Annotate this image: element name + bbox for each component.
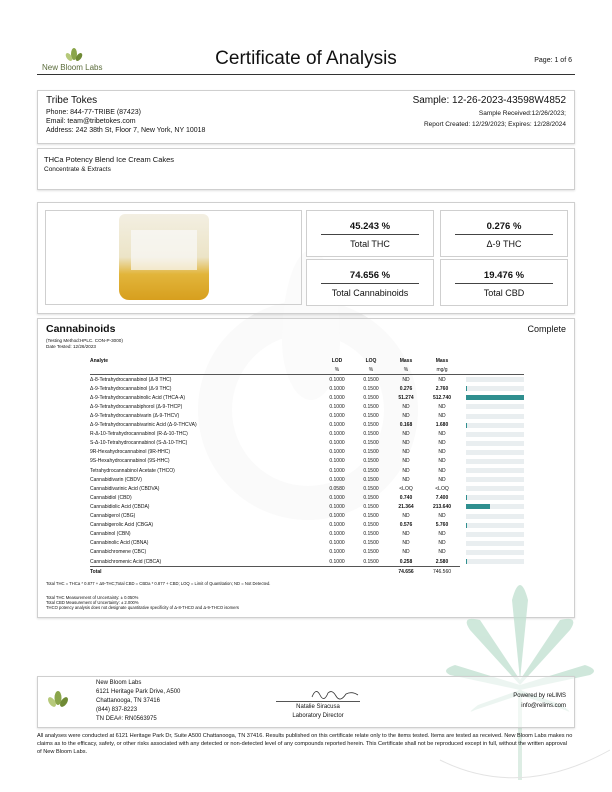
total-cbd-card: [440, 259, 568, 306]
client-phone: Phone: 844-77-TRIBE (87423): [46, 109, 141, 116]
uncertainty-cbd: Total CBD Measurement of Uncertainty: ± 2.000%: [46, 600, 139, 605]
loq-cell: 0.1500: [363, 503, 379, 510]
table-row: [90, 466, 524, 475]
bar-track: [466, 541, 524, 546]
lod-cell: 0.1000: [329, 467, 345, 474]
testing-method: (Testing Method:HPLC. CON-P-3000): [46, 338, 123, 343]
mass-pct-cell: ND: [402, 513, 410, 520]
loq-cell: 0.1500: [363, 467, 379, 474]
table-row: [90, 521, 524, 530]
loq-cell: 0.1500: [363, 540, 379, 547]
total-thc-value: 45.243 %: [349, 221, 391, 232]
table-row: [90, 539, 524, 548]
lab-dea: TN DEA#: RN0563975: [96, 716, 157, 722]
table-row: [90, 548, 524, 557]
table-row: [90, 448, 524, 457]
analyte-cell: 9R-Hexahydrocannabinol (9R-HHC): [90, 449, 171, 456]
analyte-cell: S-Δ-10-Tetrahydrocannabinol (S-Δ-10-THC): [90, 440, 188, 447]
lod-cell: 0.1000: [329, 531, 345, 538]
table-row: [90, 493, 524, 502]
lab-phone: (844) 837-8223: [96, 707, 138, 713]
bar-track: [466, 486, 524, 491]
sample-jar-image: [119, 214, 209, 300]
relims-email: info@relims.com: [521, 703, 566, 709]
mass-pct-cell: ND: [402, 440, 410, 447]
sample-id: Sample: 12-26-2023-43598W4852: [412, 95, 566, 106]
mass-pct-cell: ND: [402, 449, 410, 456]
mass-pct-cell: 51.274: [398, 394, 414, 401]
mass-pct-cell: ND: [402, 413, 410, 420]
analyte-cell: Cannabigerol (CBG): [90, 513, 136, 520]
lod-cell: 0.1000: [329, 376, 345, 383]
lab-info-panel: [37, 676, 575, 728]
mass-mgg-cell: ND: [438, 540, 446, 547]
lab-logo-text: New Bloom Labs: [42, 63, 103, 72]
bar-track: [466, 495, 524, 500]
col-lod: LOD: [331, 358, 343, 364]
cannabinoids-table: [90, 357, 524, 576]
unit-mass-pct: %: [388, 365, 424, 375]
mass-mgg-cell: ND: [438, 413, 446, 420]
client-email: Email: team@tribetokes.com: [46, 118, 136, 125]
bar-fill: [466, 386, 467, 391]
table-row: [90, 384, 524, 393]
mass-mgg-cell: 213.640: [432, 503, 452, 510]
product-name: THCa Potency Blend Ice Cream Cakes: [44, 155, 175, 164]
analyte-cell: Cannabidiolic Acid (CBDA): [90, 503, 150, 510]
bar-cell: [460, 484, 524, 493]
product-type: Concentrate & Extracts: [44, 166, 111, 173]
mass-pct-cell: ND: [402, 458, 410, 465]
analyte-cell: Cannabinolic Acid (CBNA): [90, 540, 149, 547]
mass-pct-cell: ND: [402, 540, 410, 547]
bar-track: [466, 550, 524, 555]
loq-cell: 0.1500: [363, 549, 379, 556]
loq-cell: 0.1500: [363, 403, 379, 410]
page-number: Page: 1 of 6: [534, 57, 572, 64]
col-bar: [460, 357, 524, 365]
bar-cell: [460, 439, 524, 448]
bar-track: [466, 514, 524, 519]
total-label: Total: [90, 567, 320, 577]
bar-track: [466, 468, 524, 473]
mass-mgg-cell: ND: [438, 513, 446, 520]
lod-cell: 0.1000: [329, 385, 345, 392]
mass-pct-cell: 21.364: [398, 503, 414, 510]
bar-fill: [466, 504, 490, 509]
bar-track: [466, 395, 524, 400]
client-name: Tribe Tokes: [46, 95, 98, 106]
table-row: [90, 512, 524, 521]
loq-cell: 0.1500: [363, 494, 379, 501]
bar-track: [466, 450, 524, 455]
table-row: [90, 430, 524, 439]
analyte-cell: Tetrahydrocannabinol Acetate (THCO): [90, 467, 175, 474]
total-cannabinoids-label: Total Cannabinoids: [331, 288, 409, 298]
summary-panel: [37, 202, 575, 314]
mass-mgg-cell: ND: [438, 549, 446, 556]
unit-mass-mgg: mg/g: [424, 365, 460, 375]
uncertainty-thc: Total THC Measurement of Uncertainty: ± 0.050%: [46, 595, 139, 600]
lod-cell: 0.1000: [329, 558, 345, 565]
analyte-cell: Cannabichromene (CBC): [90, 549, 147, 556]
total-mgg: 746.560: [424, 567, 460, 577]
bar-cell: [460, 375, 524, 385]
analyte-cell: Δ-9-Tetrahydrocannabinol (Δ-9 THC): [90, 385, 172, 392]
total-cannabinoids-underline: [321, 283, 419, 284]
bar-cell: [460, 411, 524, 420]
lab-street: 6121 Heritage Park Drive, A500: [96, 689, 181, 695]
total-cbd-underline: [455, 283, 553, 284]
mass-mgg-cell: 5.760: [435, 522, 449, 529]
lod-cell: 0.1000: [329, 540, 345, 547]
total-cannabinoids-value: 74.656 %: [349, 270, 391, 281]
mass-mgg-cell: <LOQ: [435, 485, 449, 492]
loq-cell: 0.1500: [363, 422, 379, 429]
col-mass-mgg: Mass: [435, 358, 449, 364]
analyte-cell: R-Δ-10-Tetrahydrocannabinol (R-Δ-10-THC): [90, 431, 188, 438]
col-analyte: Analyte: [90, 358, 109, 364]
table-row: [90, 375, 524, 385]
lod-cell: 0.1000: [329, 403, 345, 410]
powered-by: Powered by reLIMS: [513, 693, 566, 699]
mass-pct-cell: ND: [402, 376, 410, 383]
total-cbd-value: 19.476 %: [483, 270, 525, 281]
mass-mgg-cell: ND: [438, 449, 446, 456]
col-mass-pct: Mass: [399, 358, 413, 364]
total-thc-card: [306, 210, 434, 257]
bar-track: [466, 377, 524, 382]
bar-track: [466, 386, 524, 391]
bar-track: [466, 404, 524, 409]
table-row: [90, 475, 524, 484]
bar-cell: [460, 457, 524, 466]
loq-cell: 0.1500: [363, 431, 379, 438]
mass-pct-cell: ND: [402, 476, 410, 483]
mass-pct-cell: 0.168: [399, 422, 413, 429]
report-created: Report Created: 12/29/2023; Expires: 12/28/2024: [423, 121, 566, 128]
director-signature: [308, 685, 368, 701]
analyte-cell: Cannabidiol (CBD): [90, 494, 132, 501]
lod-cell: 0.1000: [329, 422, 345, 429]
loq-cell: 0.1500: [363, 449, 379, 456]
total-lod: [320, 567, 354, 577]
total-pct: 74.656: [388, 567, 424, 577]
mass-mgg-cell: ND: [438, 376, 446, 383]
loq-cell: 0.1500: [363, 458, 379, 465]
bar-cell: [460, 512, 524, 521]
table-row: [90, 439, 524, 448]
lod-cell: 0.1000: [329, 549, 345, 556]
bar-fill: [466, 423, 467, 428]
unit-bar: [460, 365, 524, 375]
date-tested: Date Tested: 12/26/2023: [46, 344, 96, 349]
unit-lod: %: [320, 365, 354, 375]
mass-pct-cell: 0.258: [399, 558, 413, 565]
loq-cell: 0.1500: [363, 531, 379, 538]
analyte-cell: Cannabinol (CBN): [90, 531, 131, 538]
mass-mgg-cell: ND: [438, 403, 446, 410]
lod-cell: 0.1000: [329, 503, 345, 510]
bar-cell: [460, 448, 524, 457]
total-cbd-label: Total CBD: [483, 288, 525, 298]
d9-thc-value: 0.276 %: [486, 221, 522, 232]
loq-cell: 0.1500: [363, 385, 379, 392]
bar-track: [466, 459, 524, 464]
status-badge: Complete: [527, 324, 566, 334]
mass-mgg-cell: 2.580: [435, 558, 449, 565]
bar-cell: [460, 466, 524, 475]
total-thc-label: Total THC: [350, 239, 390, 249]
lod-cell: 0.1000: [329, 513, 345, 520]
loq-cell: 0.1500: [363, 476, 379, 483]
mass-mgg-cell: ND: [438, 476, 446, 483]
bar-cell: [460, 384, 524, 393]
lod-cell: 0.0580: [329, 485, 345, 492]
bar-track: [466, 441, 524, 446]
sample-received: Sample Received:12/26/2023;: [478, 110, 566, 117]
client-info-panel: [37, 90, 575, 144]
analyte-cell: Cannabichromenic Acid (CBCA): [90, 558, 162, 565]
bar-fill: [466, 495, 467, 500]
bar-track: [466, 532, 524, 537]
bar-cell: [460, 548, 524, 557]
lod-cell: 0.1000: [329, 413, 345, 420]
bar-cell: [460, 475, 524, 484]
mass-pct-cell: 0.276: [399, 385, 413, 392]
bar-cell: [460, 521, 524, 530]
loq-cell: 0.1500: [363, 558, 379, 565]
lod-cell: 0.1000: [329, 394, 345, 401]
table-row: [90, 530, 524, 539]
analyte-cell: Δ-9-Tetrahydrocannabivarinic Acid (Δ-9-THCVA): [90, 422, 197, 429]
d9-thc-underline: [455, 234, 553, 235]
lab-name: New Bloom Labs: [96, 680, 142, 686]
analyte-cell: Cannabidivarin (CBDV): [90, 476, 142, 483]
table-row: [90, 484, 524, 493]
bar-track: [466, 414, 524, 419]
loq-cell: 0.1500: [363, 522, 379, 529]
cannabinoids-title: Cannabinoids: [46, 323, 116, 335]
bar-fill: [466, 395, 524, 400]
bar-cell: [460, 530, 524, 539]
sample-photo: [45, 210, 302, 305]
total-cannabinoids-card: [306, 259, 434, 306]
bar-cell: [460, 421, 524, 430]
mass-mgg-cell: ND: [438, 440, 446, 447]
table-row: [90, 393, 524, 402]
header-divider: [37, 74, 575, 75]
table-units-row: [90, 365, 524, 375]
analyte-cell: Cannabigerolic Acid (CBGA): [90, 522, 154, 529]
disclaimer-text: All analyses were conducted at 6121 Heritage Park Dr, Suite A500 Chattanooga, TN 37416. Results published on this certificate relate only to the items tested. Items are tested as received. New Bloom Labs makes no claims as to the efficacy, safety, or other risks associated with any detected or non-detected level of any compounds reported herein. This Certificate shall not be reproduced except in full, without the written approval of New Bloom Labs.: [37, 733, 573, 756]
col-loq: LOQ: [365, 358, 377, 364]
mass-pct-cell: 0.576: [399, 522, 413, 529]
analyte-cell: Cannabidivarinic Acid (CBDVA): [90, 485, 160, 492]
bar-fill: [466, 523, 467, 528]
bar-cell: [460, 539, 524, 548]
bar-cell: [460, 493, 524, 502]
table-header-row: [90, 357, 524, 365]
total-loq: [354, 567, 388, 577]
lod-cell: 0.1000: [329, 494, 345, 501]
client-address: Address: 242 38th St, Floor 7, New York, NY 10018: [46, 127, 206, 134]
loq-cell: 0.1500: [363, 413, 379, 420]
jar-label: [131, 230, 197, 270]
mass-pct-cell: ND: [402, 467, 410, 474]
mass-mgg-cell: 7.400: [435, 494, 449, 501]
unit-loq: %: [354, 365, 388, 375]
table-row: [90, 402, 524, 411]
director-title: Laboratory Director: [292, 713, 344, 719]
bar-track: [466, 504, 524, 509]
mass-mgg-cell: 1.680: [435, 422, 449, 429]
unit-analyte: [90, 365, 320, 375]
bar-cell: [460, 430, 524, 439]
d9-thc-label: Δ-9 THC: [486, 239, 522, 249]
analyte-cell: Δ-9-Tetrahydrocannabinolic Acid (THCA-A): [90, 394, 186, 401]
page-title: Certificate of Analysis: [215, 48, 397, 69]
analyte-cell: Δ-9-Tetrahydrocannabiphorol (Δ-9-THCP): [90, 403, 183, 410]
analyte-cell: Δ-8-Tetrahydrocannabinol (Δ-8 THC): [90, 376, 172, 383]
mass-mgg-cell: 512.740: [432, 394, 452, 401]
table-row: [90, 457, 524, 466]
cannabinoids-rows: [90, 375, 524, 567]
table-row: [90, 502, 524, 511]
mass-mgg-cell: ND: [438, 531, 446, 538]
lab-leaf-logo-icon: [46, 689, 70, 713]
mass-pct-cell: ND: [402, 531, 410, 538]
analyte-cell: 9S-Hexahydrocannabinol (9S-HHC): [90, 458, 170, 465]
product-panel: [37, 148, 575, 190]
lod-cell: 0.1000: [329, 458, 345, 465]
bar-track: [466, 477, 524, 482]
signature-line: [276, 701, 360, 702]
director-name: Natalie Siracusa: [296, 704, 340, 710]
lod-cell: 0.1000: [329, 449, 345, 456]
mass-mgg-cell: 2.760: [435, 385, 449, 392]
mass-pct-cell: ND: [402, 431, 410, 438]
thco-note: THCO potency analysis does not designate quantitative specificity of Δ-8-THCO and Δ-9-THCO isomers: [46, 605, 239, 610]
mass-mgg-cell: ND: [438, 458, 446, 465]
analyte-cell: Δ-9-Tetrahydrocannabivarin (Δ-9-THCV): [90, 413, 180, 420]
loq-cell: 0.1500: [363, 440, 379, 447]
lod-cell: 0.1000: [329, 431, 345, 438]
mass-pct-cell: <LOQ: [399, 485, 413, 492]
mass-pct-cell: 0.740: [399, 494, 413, 501]
bar-cell: [460, 502, 524, 511]
mass-pct-cell: ND: [402, 549, 410, 556]
lod-cell: 0.1000: [329, 440, 345, 447]
total-thc-underline: [321, 234, 419, 235]
bar-track: [466, 423, 524, 428]
bar-cell: [460, 393, 524, 402]
d9-thc-card: [440, 210, 568, 257]
loq-cell: 0.1500: [363, 513, 379, 520]
loq-cell: 0.1500: [363, 394, 379, 401]
table-row: [90, 411, 524, 420]
bar-track: [466, 432, 524, 437]
loq-cell: 0.1500: [363, 485, 379, 492]
mass-mgg-cell: ND: [438, 431, 446, 438]
mass-pct-cell: ND: [402, 403, 410, 410]
bar-cell: [460, 402, 524, 411]
lod-cell: 0.1000: [329, 522, 345, 529]
lod-cell: 0.1000: [329, 476, 345, 483]
mass-mgg-cell: ND: [438, 467, 446, 474]
table-row: [90, 421, 524, 430]
loq-cell: 0.1500: [363, 376, 379, 383]
lab-city: Chattanooga, TN 37416: [96, 698, 160, 704]
bar-track: [466, 523, 524, 528]
formula-note: Total THC = THCa * 0.877 + Δ9-THC;Total CBD = CBDa * 0.877 + CBD; LOQ = Limit of Quantitation; ND = Not Detected.: [46, 581, 271, 586]
